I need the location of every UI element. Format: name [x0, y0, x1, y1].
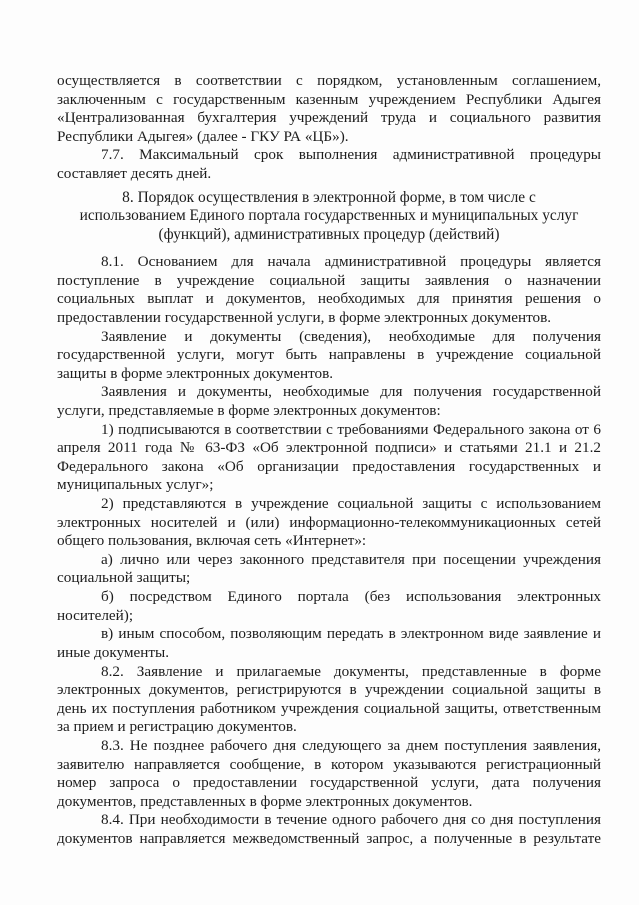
text-line: государственной услуги, могут быть направлены в учреждение социальной — [57, 346, 601, 364]
text-line: «Централизованная бухгалтерия учреждений труда и социального развития — [57, 109, 601, 127]
text-line: осуществляется в соответствии с порядком, установленным соглашением, — [57, 72, 601, 89]
text-line: 8.3. Не позднее рабочего дня следующего за днем поступления заявления, — [101, 736, 601, 754]
text-line: заявителю направляется сообщение, в котором указываются регистрационный — [57, 755, 601, 773]
text-line: за прием и регистрацию документов. — [57, 718, 297, 736]
section-heading: 8. Порядок осуществления в электронной форме, в том числе с — [122, 188, 536, 206]
text-line: 2) представляются в учреждение социальной защиты с использованием — [101, 495, 601, 512]
text-line: иные документы. — [57, 643, 169, 661]
text-line: Республики Адыгея» (далее - ГКУ РА «ЦБ»). — [57, 127, 349, 145]
text-line: предоставлении государственной услуги, в форме электронных документов. — [57, 308, 552, 326]
text-line: составляет десять дней. — [57, 165, 212, 183]
text-line: заключенным с государственным казенным учреждением Республики Адыгея — [57, 90, 601, 108]
text-line: б) посредством Единого портала (без использования электронных — [101, 588, 601, 605]
section-heading: (функций), административных процедур (действий) — [158, 226, 500, 243]
text-line: Заявление и документы (сведения), необходимые для получения — [101, 327, 601, 345]
text-line: 8.1. Основанием для начала административной процедуры является — [101, 253, 601, 270]
text-line: социальной защиты; — [57, 569, 191, 587]
text-line: защиты в форме электронных документов. — [57, 364, 334, 382]
text-line: Заявления и документы, необходимые для получения государственной — [101, 383, 601, 401]
text-line: электронных документов, регистрируются в учреждении социальной защиты в — [57, 681, 601, 699]
text-line: муниципальных услуг»; — [57, 476, 214, 494]
text-line: поступление в учреждение социальной защиты заявления о назначении — [57, 271, 601, 289]
text-line: документов направляется межведомственный запрос, а полученные в результате — [57, 830, 601, 847]
text-line: 7.7. Максимальный срок выполнения административной процедуры — [101, 146, 601, 164]
text-line: услуги, представляемые в форме электронных документов: — [57, 401, 441, 419]
text-line: а) лично или через законного представителя при посещении учреждения — [101, 550, 601, 568]
text-line: социальных выплат и документов, необходимых для принятия решения о — [57, 290, 601, 308]
text-line: апреля 2011 года № 63-ФЗ «Об электронной подписи» и статьями 21.1 и 21.2 — [57, 439, 601, 457]
section-heading: использованием Единого портала государственных и муниципальных услуг — [79, 207, 579, 225]
text-line: документов, представленных в форме электронных документов. — [57, 792, 473, 810]
text-line: 8.4. При необходимости в течение одного рабочего дня со дня поступления — [101, 811, 601, 829]
text-line: электронных носителей и (или) информационно-телекоммуникационных сетей — [57, 513, 601, 531]
text-line: в) иным способом, позволяющим передать в электронном виде заявление и — [101, 625, 601, 643]
text-line: Федерального закона «Об организации предоставления государственных и — [57, 457, 601, 475]
text-line: носителей); — [57, 606, 134, 624]
text-line: номер запроса о предоставлении государственной услуги, дата получения — [57, 774, 601, 792]
text-line: 1) подписываются в соответствии с требованиями Федерального закона от 6 — [101, 420, 601, 438]
text-line: день их поступления работником учреждения социальной защиты, ответственным — [57, 699, 601, 717]
text-line: 8.2. Заявление и прилагаемые документы, представленные в форме — [101, 662, 601, 680]
text-line: общего пользования, включая сеть «Интернет»: — [57, 532, 367, 550]
